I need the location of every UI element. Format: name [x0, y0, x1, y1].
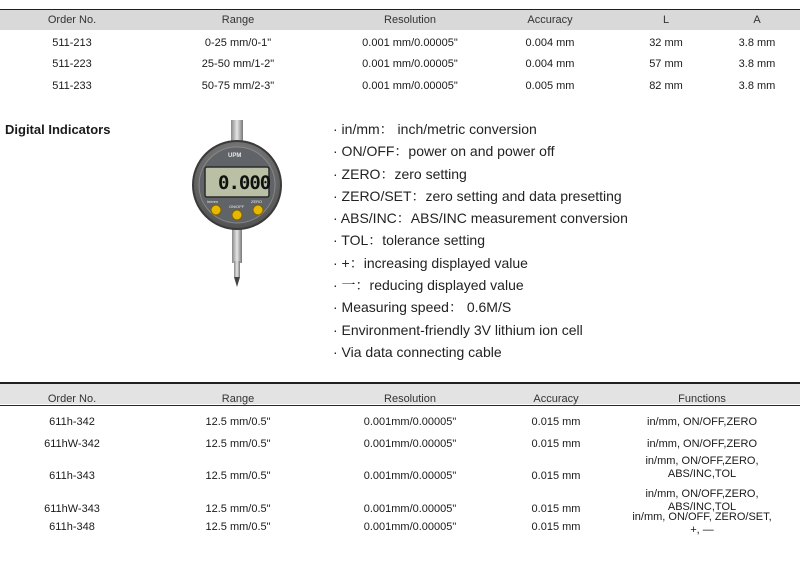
table1-r2-accuracy: 0.005 mm: [525, 80, 575, 92]
table2-header-order: Order No.: [47, 393, 97, 405]
feature-item: · Via data connecting cable: [333, 343, 502, 360]
table1-r0-range: 0-25 mm/0-1": [204, 37, 272, 49]
device-button-label-inmm: in/mm: [207, 199, 218, 204]
table2-r0-functions: in/mm, ON/OFF,ZERO: [647, 416, 757, 428]
feature-item: · in/mm： inch/metric conversion: [333, 121, 537, 137]
table2-r4-order: 611h-348: [49, 521, 95, 533]
table2-r0-resolution: 0.001mm/0.00005": [363, 416, 457, 428]
table1-r1-accuracy: 0.004 mm: [525, 58, 575, 70]
table2-r1-accuracy: 0.015 mm: [531, 438, 581, 450]
table1-r0-accuracy: 0.004 mm: [525, 37, 575, 49]
table1-r2-a: 3.8 mm: [738, 80, 776, 92]
table2-header-resolution: Resolution: [384, 393, 436, 405]
table1-header-range: Range: [221, 14, 255, 26]
table1-header: [0, 9, 800, 30]
table2-r0-order: 611h-342: [49, 416, 95, 428]
feature-item: · +：increasing displayed value: [333, 254, 528, 271]
table2-r3-range: 12.5 mm/0.5": [205, 503, 271, 515]
table1-r1-resolution: 0.001 mm/0.00005": [362, 58, 458, 70]
table2-r2-order: 611h-343: [49, 470, 95, 482]
table2-r2-accuracy: 0.015 mm: [531, 470, 581, 482]
table2-r4-range: 12.5 mm/0.5": [205, 521, 271, 533]
feature-item: · ABS/INC：ABS/INC measurement conversion: [333, 210, 628, 227]
table1-r1-order: 511-223: [52, 58, 92, 70]
table1-header-l: L: [662, 14, 670, 26]
table2-r0-range: 12.5 mm/0.5": [205, 416, 271, 428]
table1-r0-order: 511-213: [52, 37, 92, 49]
feature-item: · 一：reducing displayed value: [333, 277, 524, 294]
table2-header: [0, 382, 800, 404]
table2-r3-accuracy: 0.015 mm: [531, 503, 581, 515]
table2-r0-accuracy: 0.015 mm: [531, 416, 581, 428]
table2-r4-resolution: 0.001mm/0.00005": [363, 521, 457, 533]
table1-r2-l: 82 mm: [649, 80, 683, 92]
table1-r2-resolution: 0.001 mm/0.00005": [362, 80, 458, 92]
table2-r1-order: 611hW-342: [44, 438, 100, 450]
table2-header-divider: [0, 405, 800, 406]
table2-r3-functions: in/mm, ON/OFF,ZERO, ABS/INC,TOL: [645, 488, 759, 513]
section-title: Digital Indicators: [5, 122, 111, 137]
table2-r2-range: 12.5 mm/0.5": [205, 470, 271, 482]
table2-r3-order: 611hW-343: [44, 503, 100, 515]
feature-item: · Environment-friendly 3V lithium ion cell: [333, 321, 583, 338]
table2-r4-functions: in/mm, ON/OFF, ZERO/SET, +, —: [632, 511, 772, 536]
feature-item: · ON/OFF：power on and power off: [333, 143, 555, 160]
feature-item: · ZERO：zero setting: [333, 165, 467, 182]
feature-item: · TOL：tolerance setting: [333, 232, 486, 249]
table1-header-a: A: [753, 14, 761, 26]
table2-r1-range: 12.5 mm/0.5": [205, 438, 271, 450]
table1-header-order: Order No.: [47, 14, 97, 26]
table2-header-functions: Functions: [678, 393, 726, 405]
table1-r1-l: 57 mm: [649, 58, 683, 70]
table1-r0-a: 3.8 mm: [738, 37, 776, 49]
table2-r1-functions: in/mm, ON/OFF,ZERO: [647, 438, 757, 450]
table1-r0-resolution: 0.001 mm/0.00005": [362, 37, 458, 49]
device-brand-label: UPM: [228, 153, 242, 159]
table1-r0-l: 32 mm: [649, 37, 683, 49]
table2-r2-functions: in/mm, ON/OFF,ZERO, ABS/INC,TOL: [645, 455, 759, 480]
table1-r2-range: 50-75 mm/2-3": [201, 80, 275, 92]
table2-r3-resolution: 0.001mm/0.00005": [363, 503, 457, 515]
feature-list: [333, 118, 628, 363]
table1-r2-order: 511-233: [52, 80, 92, 92]
device-button-label-onoff: ON/OFF: [229, 204, 245, 209]
table1-header-accuracy: Accuracy: [527, 14, 573, 26]
device-button-label-zero: ZERO: [251, 199, 263, 204]
table2-r4-accuracy: 0.015 mm: [531, 521, 581, 533]
table2-r2-resolution: 0.001mm/0.00005": [363, 470, 457, 482]
device-lcd-reading: 0.000: [218, 172, 271, 194]
feature-item: · Measuring speed： 0.6M/S: [333, 299, 512, 316]
feature-item: · ZERO/SET：zero setting and data presetting: [333, 187, 622, 204]
table1-header-resolution: Resolution: [384, 14, 436, 26]
table2-header-range: Range: [221, 393, 255, 405]
table2-r1-resolution: 0.001mm/0.00005": [363, 438, 457, 450]
table1-r1-a: 3.8 mm: [738, 58, 776, 70]
table2-header-accuracy: Accuracy: [533, 393, 579, 405]
table1-r1-range: 25-50 mm/1-2": [201, 58, 275, 70]
